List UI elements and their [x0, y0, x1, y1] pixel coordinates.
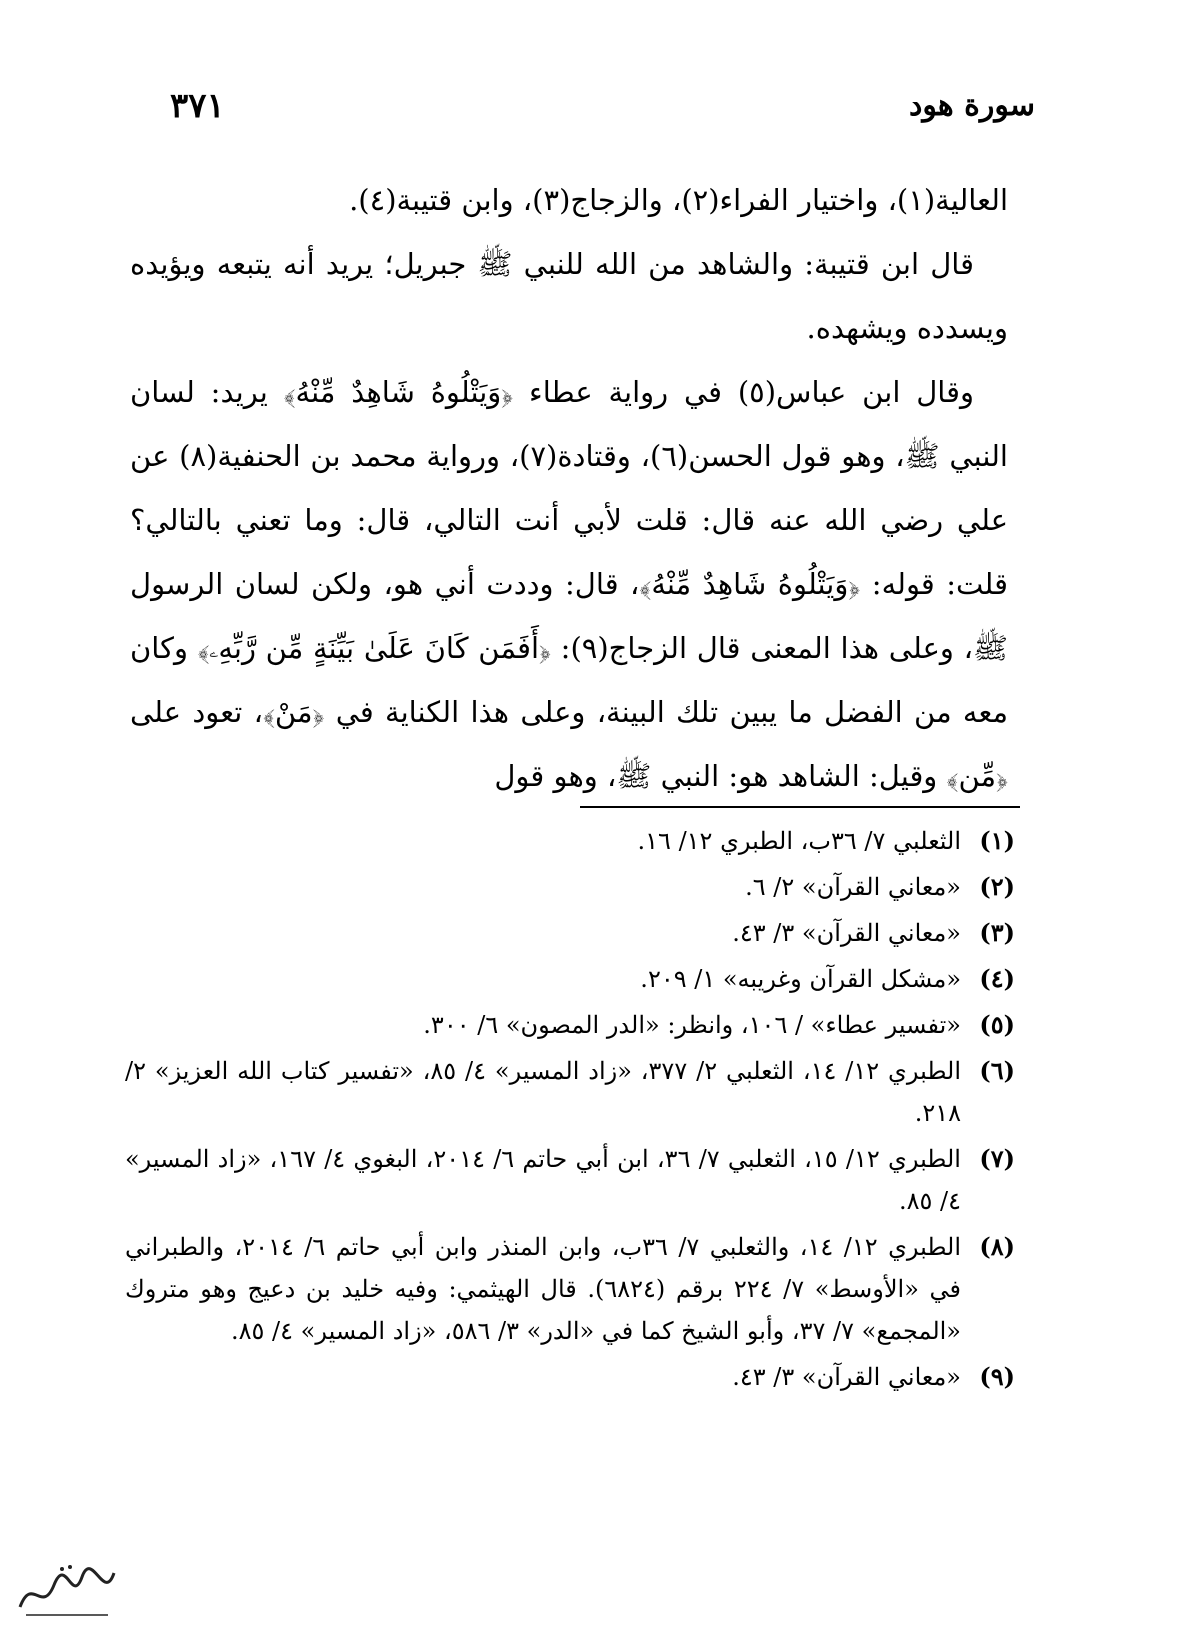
footnote-number: (٨)	[979, 1232, 1015, 1261]
paragraph: العالية(١)، واختيار الفراء(٢)، والزجاج(٣)، وابن قتيبة(٤).	[349, 183, 1008, 217]
footnote-item	[125, 912, 1015, 954]
footnote-text: الثعلبي ٧/ ٣٦ب، الطبري ١٢/ ١٦.	[637, 827, 961, 855]
footnote-number: (١)	[979, 826, 1015, 855]
footnote-number: (٤)	[979, 964, 1015, 993]
footnote-number: (٥)	[979, 1010, 1015, 1039]
footnote-text: «معاني القرآن» ٣/ ٤٣.	[732, 1363, 961, 1391]
footnote-separator	[580, 806, 1020, 808]
footnote-number: (٣)	[979, 918, 1015, 947]
footnote-item	[125, 1138, 1015, 1222]
footnote-number: (٢)	[979, 872, 1015, 901]
footnote-item	[125, 1356, 1015, 1398]
paragraph: قال ابن قتيبة: والشاهد من الله للنبي ﷺ جبريل؛ يريد أنه يتبعه ويؤيده ويسدده ويشهده.	[130, 247, 1008, 345]
footnote-item	[125, 1050, 1015, 1134]
footnote-text: «تفسير عطاء» / ١٠٦، وانظر: «الدر المصون» ٦/ ٣٠٠.	[423, 1011, 961, 1039]
footnote-number: (٩)	[979, 1362, 1015, 1391]
footnote-item	[125, 1004, 1015, 1046]
page-number: ٣٧١	[170, 86, 225, 126]
footnote-text: «مشكل القرآن وغريبه» ١/ ٢٠٩.	[640, 965, 961, 993]
footnote-text: الطبري ١٢/ ١٤، الثعلبي ٢/ ٣٧٧، «زاد المسير» ٤/ ٨٥، «تفسير كتاب الله العزيز» ٢/ ٢١٨.	[125, 1057, 961, 1127]
main-text	[130, 168, 1008, 808]
running-header-surah: سورة هود	[909, 88, 1035, 123]
footnote-text: الطبري ١٢/ ١٥، الثعلبي ٧/ ٣٦، ابن أبي حاتم ٦/ ٢٠١٤، البغوي ٤/ ١٦٧، «زاد المسير» ٤/ ٨٥.	[125, 1145, 961, 1215]
watermark-logo	[12, 1555, 122, 1625]
footnote-number: (٧)	[979, 1144, 1015, 1173]
footnotes	[125, 820, 1015, 1402]
footnote-item	[125, 958, 1015, 1000]
footnote-item	[125, 1226, 1015, 1352]
footnote-text: الطبري ١٢/ ١٤، والثعلبي ٧/ ٣٦ب، وابن المنذر وابن أبي حاتم ٦/ ٢٠١٤، والطبراني في «الأوسط» ٧/ ٢٢٤ برقم (٦٨٢٤). قال الهيثمي: وفيه خليد بن دعيج وهو متروك «المجمع» ٧/ ٣٧، وأبو الشيخ كما في «الدر» ٣/ ٥٨٦، «زاد المسير» ٤/ ٨٥.	[125, 1233, 962, 1345]
footnote-text: «معاني القرآن» ٣/ ٤٣.	[732, 919, 961, 947]
footnote-number: (٦)	[979, 1056, 1015, 1085]
footnote-text: «معاني القرآن» ٢/ ٦.	[745, 873, 961, 901]
footnote-item	[125, 820, 1015, 862]
footnote-item	[125, 866, 1015, 908]
paragraph: وقال ابن عباس(٥) في رواية عطاء ﴿وَيَتْلُوهُ شَاهِدٌ مِّنْهُ﴾ يريد: لسان النبي ﷺ، وهو قول الحسن(٦)، وقتادة(٧)، ورواية محمد بن الحنفية(٨) عن علي رضي الله عنه قال: قلت لأبي أنت التالي، قال: وما تعني بالتالي؟ قلت: قوله: ﴿وَيَتْلُوهُ شَاهِدٌ مِّنْهُ﴾، قال: وددت أني هو، ولكن لسان الرسول ﷺ، وعلى هذا المعنى قال الزجاج(٩): ﴿أَفَمَن كَانَ عَلَىٰ بَيِّنَةٍ مِّن رَّبِّهِۦ﴾ وكان معه من الفضل ما يبين تلك البينة، وعلى هذا الكناية في ﴿مَنْ﴾، تعود على ﴿مِّن﴾ وقيل: الشاهد هو: النبي ﷺ، وهو قول	[130, 375, 1008, 793]
